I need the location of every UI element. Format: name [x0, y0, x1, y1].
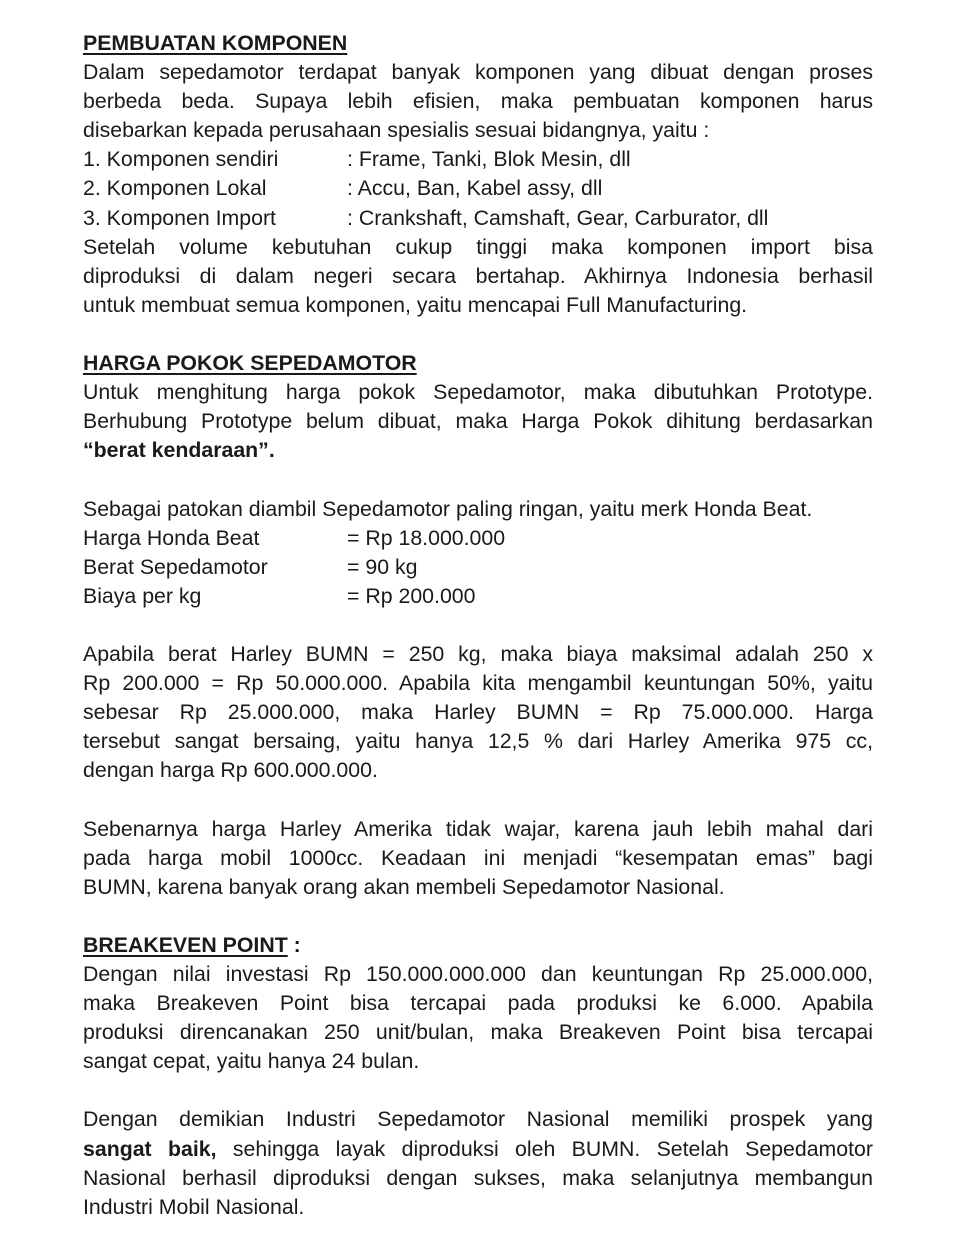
- paragraph-line: Setelah volume kebutuhan cukup tinggi maka komponen import bisa: [83, 234, 873, 259]
- paragraph-line: pada harga mobil 1000cc. Keadaan ini menjadi “kesempatan emas” bagi: [83, 845, 873, 870]
- paragraph-line: diproduksi di dalam negeri secara bertahap. Akhirnya Indonesia berhasil: [83, 263, 873, 288]
- spacer: [83, 1076, 873, 1105]
- price-table-row: [83, 553, 873, 582]
- component-list-item: [83, 174, 873, 203]
- paragraph-line: dengan harga Rp 600.000.000.: [83, 758, 378, 783]
- component-list-item: [83, 204, 873, 233]
- paragraph-line: Nasional berhasil diproduksi dengan sukses, maka selanjutnya membangun: [83, 1165, 873, 1190]
- component-list-item: [83, 145, 873, 174]
- paragraph-line: Industri Mobil Nasional.: [83, 1194, 305, 1219]
- price-table-row: [83, 524, 873, 553]
- bold-phrase: sangat baik,: [83, 1136, 217, 1161]
- item-value: : Accu, Ban, Kabel assy, dll: [347, 176, 603, 201]
- section-heading-breakeven: [83, 931, 873, 960]
- paragraph-line: berbeda beda. Supaya lebih efisien, maka pembuatan komponen harus: [83, 89, 873, 114]
- paragraph-line: produksi direncanakan 250 unit/bulan, maka Breakeven Point bisa tercapai: [83, 1020, 873, 1045]
- spacer: [83, 465, 873, 494]
- row-value: = Rp 200.000: [347, 583, 476, 608]
- paragraph-line: BUMN, karena banyak orang akan membeli Sepedamotor Nasional.: [83, 874, 725, 899]
- paragraph-line: maka Breakeven Point bisa tercapai pada produksi ke 6.000. Apabila: [83, 991, 873, 1016]
- price-table-row: [83, 582, 873, 611]
- paragraph-line: disebarkan kepada perusahaan spesialis sesuai bidangnya, yaitu :: [83, 118, 710, 143]
- heading-text: PEMBUATAN KOMPONEN: [83, 31, 348, 55]
- row-label: Biaya per kg: [83, 583, 202, 608]
- heading-colon: :: [287, 932, 301, 957]
- item-value: : Frame, Tanki, Blok Mesin, dll: [347, 147, 631, 172]
- paragraph-line: Sebagai patokan diambil Sepedamotor paling ringan, yaitu merk Honda Beat.: [83, 496, 813, 521]
- paragraph-line: Rp 200.000 = Rp 50.000.000. Apabila kita mengambil keuntungan 50%, yaitu: [83, 671, 873, 696]
- paragraph-line: Untuk menghitung harga pokok Sepedamotor, maka dibutuhkan Prototype.: [83, 380, 873, 405]
- paragraph-line: Dengan demikian Industri Sepedamotor Nasional memiliki prospek yang: [83, 1107, 873, 1132]
- paragraph-line: sangat cepat, yaitu hanya 24 bulan.: [83, 1049, 420, 1074]
- paragraph-line-mixed: [83, 1135, 873, 1164]
- paragraph-line: Berhubung Prototype belum dibuat, maka Harga Pokok dihitung berdasarkan: [83, 409, 873, 434]
- paragraph-line: Dalam sepedamotor terdapat banyak komponen yang dibuat dengan proses: [83, 60, 873, 85]
- row-label: Berat Sepedamotor: [83, 554, 268, 579]
- row-label: Harga Honda Beat: [83, 525, 260, 550]
- paragraph-line: Apabila berat Harley BUMN = 250 kg, maka biaya maksimal adalah 250 x: [83, 641, 873, 666]
- item-label: 2. Komponen Lokal: [83, 176, 267, 201]
- spacer: [83, 902, 873, 931]
- document-page: [83, 29, 873, 1222]
- item-label: 1. Komponen sendiri: [83, 147, 279, 172]
- paragraph-line: Sebenarnya harga Harley Amerika tidak wajar, karena jauh lebih mahal dari: [83, 816, 873, 841]
- item-label: 3. Komponen Import: [83, 205, 276, 230]
- paragraph-line: tersebut sangat bersaing, yaitu hanya 12,5 % dari Harley Amerika 975 cc,: [83, 729, 873, 754]
- section-heading-pembuatan: [83, 29, 873, 58]
- bold-phrase: “berat kendaraan”.: [83, 438, 275, 463]
- row-value: = Rp 18.000.000: [347, 525, 506, 550]
- heading-text: HARGA POKOK SEPEDAMOTOR: [83, 351, 417, 376]
- line-rest: sehingga layak diproduksi oleh BUMN. Setelah Sepedamotor: [216, 1136, 873, 1161]
- spacer: [83, 611, 873, 640]
- spacer: [83, 785, 873, 814]
- paragraph-line: untuk membuat semua komponen, yaitu mencapai Full Manufacturing.: [83, 292, 748, 317]
- heading-text: BREAKEVEN POINT: [83, 932, 288, 957]
- section-heading-harga-pokok: [83, 349, 873, 378]
- row-value: = 90 kg: [347, 554, 418, 579]
- paragraph-line: sebesar Rp 25.000.000, maka Harley BUMN = Rp 75.000.000. Harga: [83, 700, 873, 725]
- spacer: [83, 320, 873, 349]
- paragraph-line: Dengan nilai investasi Rp 150.000.000.000 dan keuntungan Rp 25.000.000,: [83, 962, 873, 986]
- item-value: : Crankshaft, Camshaft, Gear, Carburator, dll: [347, 205, 769, 230]
